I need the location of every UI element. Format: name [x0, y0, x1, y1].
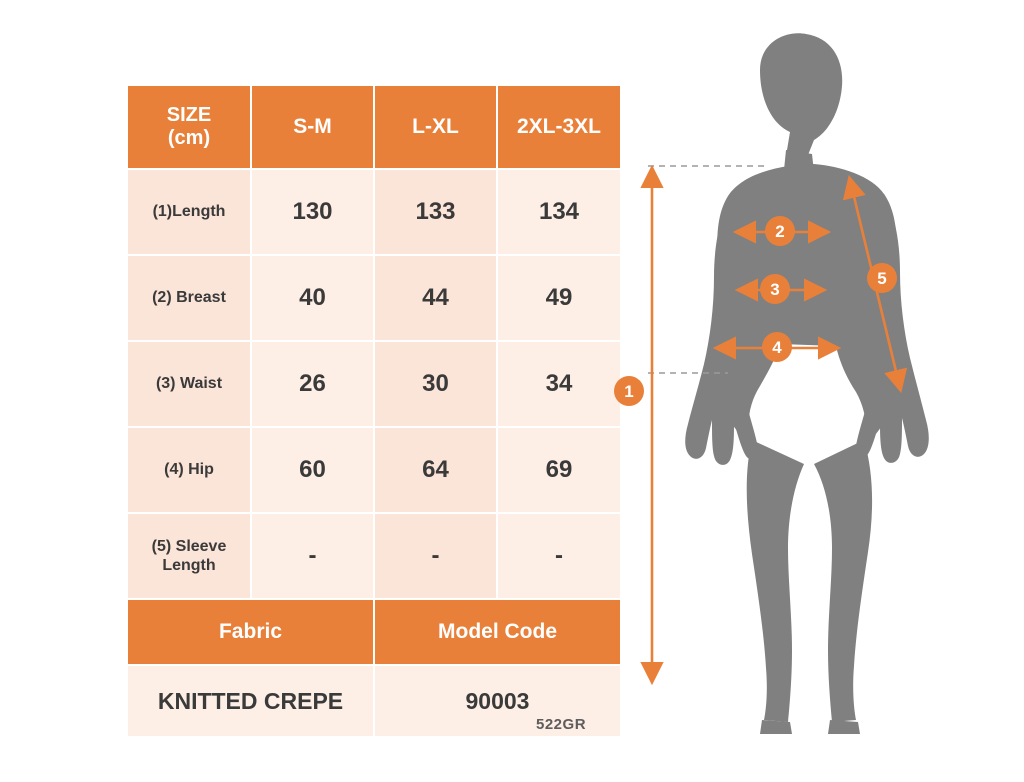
cell-breast-lxl: 44 — [374, 255, 497, 341]
footer-value-model-code: 90003 — [374, 665, 621, 737]
measure-badge-4: 4 — [762, 332, 792, 362]
footer-header-fabric: Fabric — [127, 599, 374, 665]
footer-header-model-code: Model Code — [374, 599, 621, 665]
cell-length-lxl: 133 — [374, 169, 497, 255]
cell-waist-2xl3xl: 34 — [497, 341, 621, 427]
table-row — [127, 255, 621, 341]
size-table — [126, 84, 622, 738]
row-label-waist: (3) Waist — [127, 341, 251, 427]
row-label-length: (1)Length — [127, 169, 251, 255]
column-header-size-line2: (cm) — [167, 127, 211, 149]
measure-badge-2: 2 — [765, 216, 795, 246]
measure-badge-3: 3 — [760, 274, 790, 304]
footer-value-fabric: KNITTED CREPE — [127, 665, 374, 737]
cell-hip-2xl3xl: 69 — [497, 427, 621, 513]
cell-length-sm: 130 — [251, 169, 374, 255]
measure-badge-1: 1 — [614, 376, 644, 406]
cell-hip-lxl: 64 — [374, 427, 497, 513]
measurement-figure — [600, 20, 1020, 760]
cell-length-2xl3xl: 134 — [497, 169, 621, 255]
measure-badge-5: 5 — [867, 263, 897, 293]
female-silhouette-icon — [600, 20, 1020, 760]
column-header-size-line1: SIZE — [166, 104, 212, 126]
row-label-hip: (4) Hip — [127, 427, 251, 513]
cell-breast-2xl3xl: 49 — [497, 255, 621, 341]
cell-hip-sm: 60 — [251, 427, 374, 513]
cell-sleeve-2xl3xl: - — [497, 513, 621, 599]
row-label-breast: (2) Breast — [127, 255, 251, 341]
cell-sleeve-sm: - — [251, 513, 374, 599]
table-row — [127, 427, 621, 513]
cell-waist-lxl: 30 — [374, 341, 497, 427]
row-label-sleeve-length: (5) Sleeve Length — [127, 513, 251, 599]
table-header-row — [127, 85, 621, 169]
column-header-2xl3xl: 2XL-3XL — [497, 85, 621, 169]
cell-sleeve-lxl: - — [374, 513, 497, 599]
cell-breast-sm: 40 — [251, 255, 374, 341]
chart-reference-code: 522GR — [536, 716, 587, 733]
table-row — [127, 513, 621, 599]
table-footer-header-row — [127, 599, 621, 665]
column-header-size — [127, 85, 251, 169]
table-row — [127, 169, 621, 255]
column-header-sm: S-M — [251, 85, 374, 169]
table-row — [127, 341, 621, 427]
column-header-lxl: L-XL — [374, 85, 497, 169]
cell-waist-sm: 26 — [251, 341, 374, 427]
